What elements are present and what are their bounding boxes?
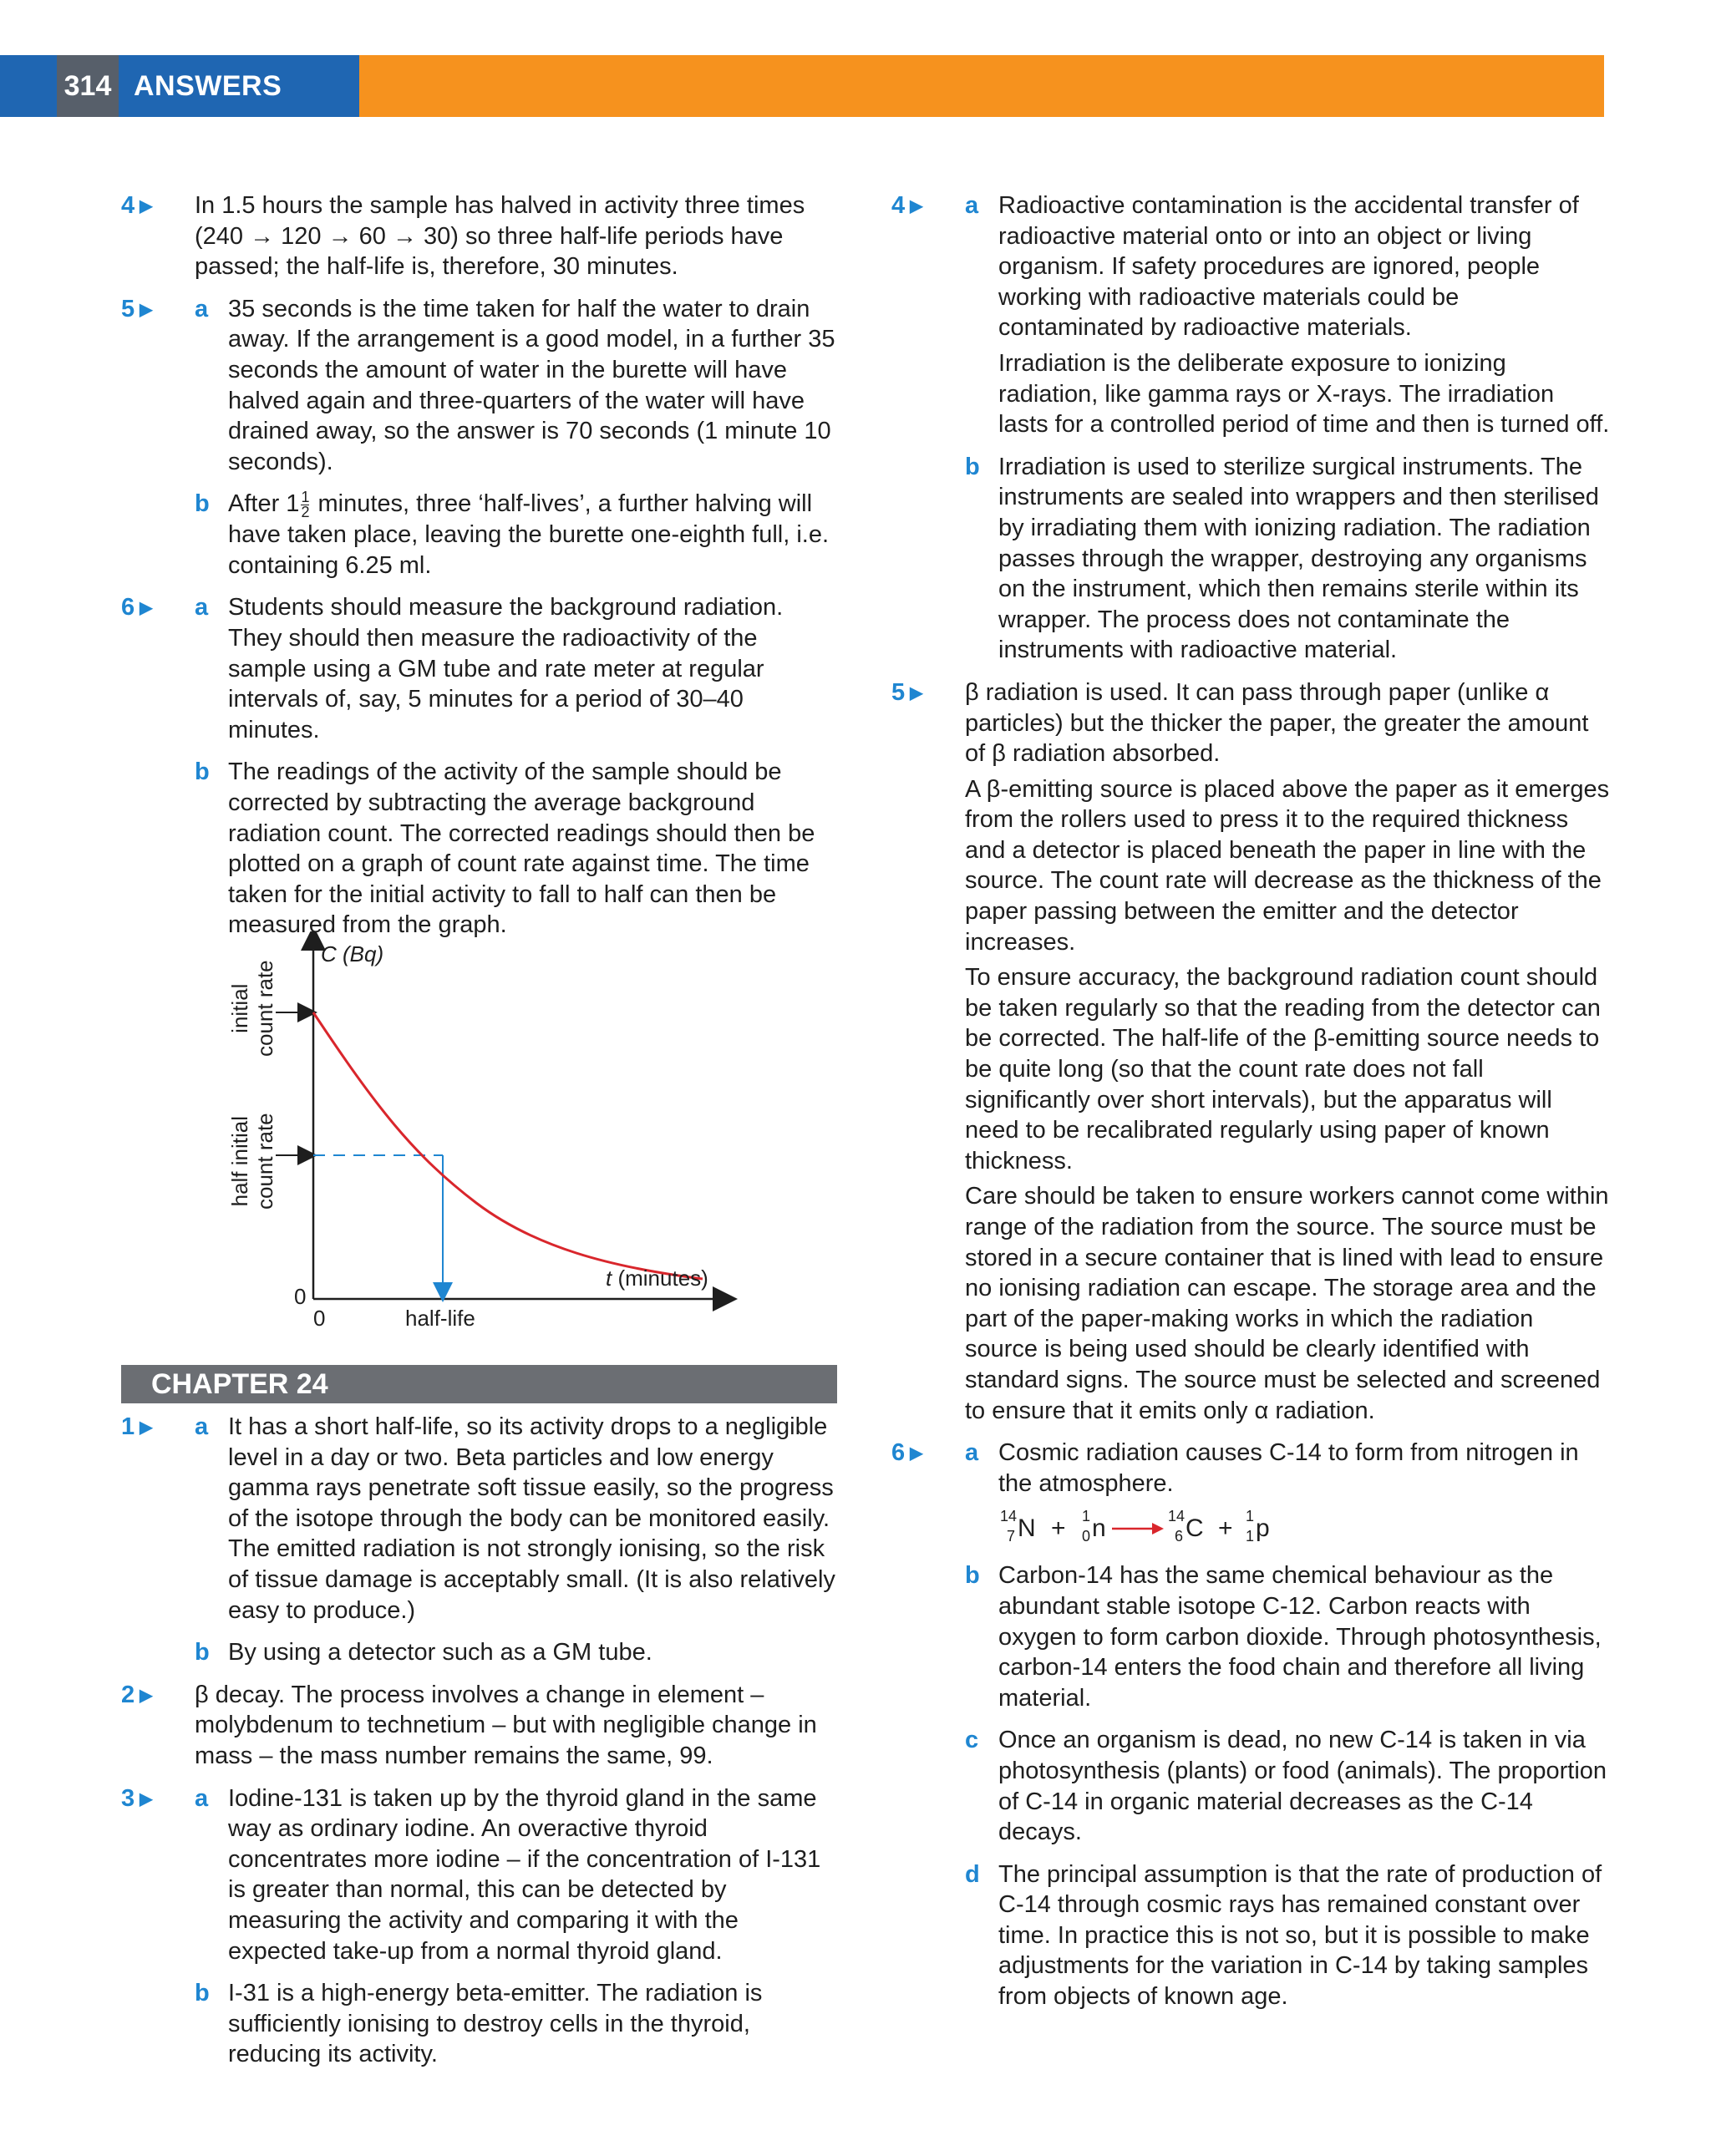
question-4-part-a [891,190,1610,440]
chapter-question-2 [121,1680,841,1772]
answer-text: β decay. The process involves a change in element – molybdenum to technetium – but with negligible change in mass – the mass number remains the same, 99. [195,1681,817,1769]
answer-text: 35 seconds is the time taken for half the water to drain away. If the arrangement is a good model, in a further 35 seconds the amount of water in the burette will have halved again and three-quarters of the water will have drained away, so the answer is 70 seconds (1 minute 10 seconds). [228,295,835,475]
part-label: a [195,1784,209,1812]
part-label: a [965,192,979,219]
question-number: 1 ▶ [121,1413,153,1440]
x-axis-label: t (minutes) [606,1266,708,1291]
part-label: b [195,490,210,518]
part-label: c [965,1727,979,1754]
nuclear-equation [998,1509,1610,1545]
question-number: 4 ▶ [891,192,923,219]
question-6-part-b [121,757,841,941]
answer-text: Irradiation is the deliberate exposure to ionizing radiation, like gamma rays or X-rays. The irradiation lasts for a controlled period of time and then is turned off. [998,349,1610,439]
origin-x-label: 0 [313,1306,326,1331]
answer-text: β radiation is used. It can pass through paper (unlike α particles) but the thicker the paper, the greater the amount of β radiation absorbed. [965,678,1589,768]
answer-text: Radioactive contamination is the accidental transfer of radioactive material onto or into an object or living organism. If safety procedures are ignored, people working with radioactive materials could be contaminated by radioactive materials. [998,192,1579,342]
part-label: b [195,1980,210,2007]
page-header [0,55,1604,117]
n2-symbol: n [1092,1514,1106,1543]
part-label: b [195,1639,210,1666]
reaction-arrow [1112,1520,1164,1537]
chapter-heading: CHAPTER 24 [121,1365,837,1403]
part-label: a [195,295,209,322]
answer-text: Carbon-14 has the same chemical behaviour as the abundant stable isotope C-12. Carbon reacts with oxygen to form carbon dioxide. Through photosynthesis, carbon-14 enters the food chain and therefore all living material. [998,1562,1602,1712]
initial-count-label: initial count rate [227,960,277,1057]
question-4 [121,190,841,282]
n2-atomic: 0 [1082,1528,1091,1545]
n4-atomic: 1 [1246,1528,1255,1545]
question-5 [121,294,841,581]
part-label: b [965,453,980,480]
answer-text: By using a detector such as a GM tube. [228,1639,652,1666]
question-4-part-b [891,452,1610,666]
question-6-part-a [121,592,841,745]
question-number: 4 ▶ [121,192,153,219]
question-number: 5 ▶ [891,678,923,706]
n2-mass: 1 [1082,1508,1091,1525]
half-life-graph [209,931,752,1337]
answer-text: It has a short half-life, so its activity drops to a negligible level in a day or two. Beta particles and low energy gamma rays penetrate soft tissue easily, so the progress of the isotope through the body can be monitored easily. The emitted radiation is not strongly ionising, so the risk of tissue damage is acceptably small. (It is also relatively easy to produce.) [228,1413,835,1624]
n3-atomic: 6 [1175,1528,1184,1545]
answer-text: To ensure accuracy, the background radiation count should be taken regularly so that the reading from the detector can be corrected. The half-life of the β-emitting source needs to be quite long (so that the count rate does not fall significantly over short intervals), but the apparatus will need to be recalibrated regularly using paper of known thickness. [965,964,1601,1174]
n1-mass: 14 [1000,1508,1018,1525]
question-number: 3 ▶ [121,1784,153,1812]
answer-text: Iodine-131 is taken up by the thyroid gland in the same way as ordinary iodine. An overactive thyroid concentrates more iodine – if the concentration of I-131 is greater than normal, this can be detected by measuring the activity and comparing it with the expected take-up from a normal thyroid gland. [228,1784,821,1965]
part-label: a [195,594,209,621]
question-number: 2 ▶ [121,1681,153,1708]
question-5-part-a [121,294,841,478]
chapter-question-6 [891,1438,1610,2012]
question-number: 6 ▶ [121,594,153,621]
right-column [891,190,1610,2024]
part-label: d [965,1860,980,1888]
chapter-question-1 [121,1412,841,1668]
n3-mass: 14 [1168,1508,1186,1525]
half-life-label: half-life [405,1306,475,1331]
n3-symbol: C [1186,1514,1204,1543]
plus-sign: + [1218,1514,1233,1543]
page-number: 314 [57,55,119,117]
page-title: ANSWERS [134,70,282,102]
part-label: a [195,1413,209,1440]
left-column-top [121,190,841,952]
question-3-part-b [121,1978,841,2070]
part-label: b [965,1562,980,1590]
answer-text: Care should be taken to ensure workers cannot come within range of the radiation from the source. The source must be stored in a secure container that is lined with lead to ensure no ionising radiation can escape. The storage area and the part of the paper-making works in which the radiation source is being used should be clearly identified with standard signs. The source must be selected and screened to ensure that it emits only α radiation. [965,1183,1609,1424]
answer-text: Cosmic radiation causes C-14 to form from nitrogen in the atmosphere. [998,1439,1579,1497]
question-number: 5 ▶ [121,295,153,322]
n4-symbol: p [1256,1514,1270,1543]
question-6-part-d [891,1859,1610,2012]
origin-y-label: 0 [294,1284,307,1309]
n4-mass: 1 [1246,1508,1255,1525]
question-6-part-c [891,1725,1610,1847]
answer-text: Irradiation is used to sterilize surgical instruments. The instruments are sealed into wrappers and then sterilised by irradiating them with ionizing radiation. The radiation passes through the wrapper, destroying any organisms on the instrument, which then remains sterile within its wrapper. The process does not contaminate the instruments with radioactive material. [998,453,1599,664]
chapter-question-3 [121,1783,841,2070]
answer-text: The principal assumption is that the rate of production of C-14 through cosmic rays has remained constant over time. In practice this is not so, but it is possible to make adjustments for the variation in C-14 by taking samples from objects of known age. [998,1860,1602,2011]
y-axis-label: C (Bq) [321,941,384,966]
answer-text: The readings of the activity of the sample should be corrected by subtracting the average background radiation count. The corrected readings should then be plotted on a graph of count rate against time. The time taken for the initial activity to fall to half can then be measured from the graph. [228,758,815,939]
chapter-question-4 [891,190,1610,666]
answer-text: In 1.5 hours the sample has halved in activity three times (240 → 120 → 60 → 30) so three half-life periods have passed; the half-life is, therefore, 30 minutes. [195,192,805,281]
half-count-label: half initial count rate [227,1113,277,1210]
answer-text: A β-emitting source is placed above the paper as it emerges from the rollers used to press it to the required thickness and a detector is placed beneath the paper in line with the source. The count rate will decrease as the thickness of the paper passing between the emitter and the detector increases. [965,775,1610,956]
question-1-part-a [121,1412,841,1626]
answer-text: Once an organism is dead, no new C-14 is taken in via photosynthesis (plants) or food (animals). The proportion of C-14 in organic material decreases as the C-14 decays. [998,1727,1607,1846]
question-1-part-b [121,1637,841,1668]
question-6 [121,592,841,941]
answer-text: Students should measure the background radiation. They should then measure the radioactivity of the sample using a GM tube and rate meter at regular intervals of, say, 5 minutes for a period of 30–40 minutes. [228,594,784,743]
answer-text: After 1 $\frac{1}{2}$ minutes, three ‘half-lives’, a further halving will have taken place, leaving the burette one-eighth full, i.e. containing 6.25 ml. [228,489,830,579]
question-6-part-a [891,1438,1610,1545]
chapter-question-5 [891,677,1610,1426]
question-3-part-a [121,1783,841,1967]
left-column-bottom [121,1412,841,2082]
decay-curve [313,1012,703,1279]
question-number: 6 ▶ [891,1439,923,1467]
part-label: b [195,758,210,786]
part-label: a [965,1439,979,1467]
plus-sign: + [1051,1514,1066,1543]
n1-symbol: N [1018,1514,1036,1543]
answer-text: I-31 is a high-energy beta-emitter. The radiation is sufficiently ionising to destroy cells in the thyroid, reducing its activity. [228,1980,763,2068]
n1-atomic: 7 [1007,1528,1016,1545]
question-6-part-b [891,1560,1610,1713]
question-5-part-b [121,489,841,581]
